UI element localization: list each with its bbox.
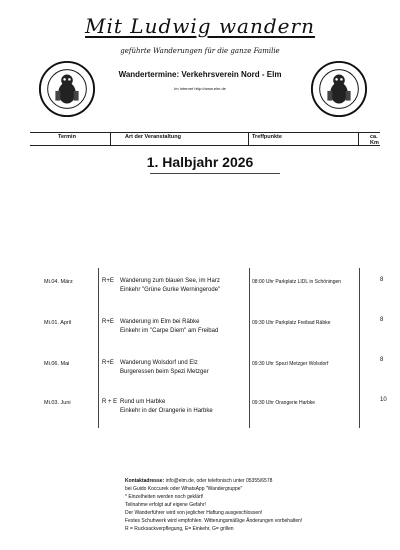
event-km: 10 <box>380 397 387 403</box>
period-underline <box>150 173 280 174</box>
event-type: R+E <box>102 319 114 325</box>
column-header-km: ca. Km <box>370 134 379 146</box>
event-meeting-point: 08:00 Uhr Parkplatz LIDL in Schöningen <box>252 279 342 285</box>
event-km: 8 <box>380 277 384 283</box>
event-meeting-point: 09:30 Uhr Spezi Metzger Wolsdorf <box>252 361 329 367</box>
event-date: Mi.03. Juni <box>44 400 71 406</box>
event-meeting-point: 09:30 Uhr Parkplatz Freibad Räbke <box>252 320 331 326</box>
event-subtitle: Einkehr "Grüne Gurke Werningerode" <box>120 287 221 293</box>
event-subtitle: Burgeressen beim Spezi Metzger <box>120 369 209 375</box>
footer-notes <box>125 477 395 533</box>
footer-line: R = Rucksackverpflegung, E= Einkehr, G= grillen <box>125 526 234 532</box>
footer-line: bei Guido Koccurek oder WhatsApp "Wandergruppe" <box>125 486 243 492</box>
event-km: 8 <box>380 317 384 323</box>
footer-line: Teilnahme erfolgt auf eigene Gefahr! <box>125 502 206 508</box>
event-title: Wanderung zum blauen See, im Harz <box>120 278 220 284</box>
event-km: 8 <box>380 357 384 363</box>
event-date: Mi.01. April <box>44 320 72 326</box>
footer-line: Festes Schuhwerk wird empfohlen. Witterungsmäßige Änderungen vorbehalten! <box>125 518 303 524</box>
website-line: Im Internet http://www.elm.de <box>174 86 226 91</box>
event-subtitle: Einkehr in der Orangerie in Harbke <box>120 408 213 414</box>
table-header <box>30 132 380 146</box>
footer-line: Der Wanderführer wird von jeglicher Haftung ausgeschlossen! <box>125 510 263 516</box>
event-type: R + E <box>102 399 118 405</box>
event-title: Rund um Harbke <box>120 399 166 405</box>
footer-line: * Einzelheiten werden noch geklärt! <box>125 494 204 500</box>
event-title: Wanderung im Elm bei Räbke <box>120 319 200 325</box>
column-divider <box>98 268 99 428</box>
column-divider <box>249 268 250 428</box>
schedule-headline: Wandertermine: Verkehrsverein Nord - Elm <box>118 70 282 79</box>
column-header-art: Art der Veranstaltung <box>125 134 181 140</box>
event-date: Mi.06. Mai <box>44 361 70 367</box>
column-header-treffpunkte: Treffpunkte <box>252 134 282 140</box>
event-type: R+E <box>102 278 114 284</box>
contact-info: info@elm.de, oder telefonisch unter 05355/6578 <box>165 478 273 484</box>
event-meeting-point: 09:30 Uhr Orangerie Harbke <box>252 400 316 406</box>
event-title: Wanderung Wolsdorf und Elz <box>120 360 198 366</box>
event-date: Mi.04. März <box>44 279 73 285</box>
event-type: R+E <box>102 360 114 366</box>
column-header-termin: Termin <box>58 134 76 140</box>
page-title: Mit Ludwig wandern <box>85 14 315 38</box>
period-heading: 1. Halbjahr 2026 <box>146 154 254 170</box>
column-divider <box>359 268 360 428</box>
page-subtitle: geführte Wanderungen für die ganze Familie <box>120 47 280 55</box>
contact-label: Kontaktadresse: <box>125 478 165 484</box>
event-subtitle: Einkehr im "Carpe Diem" am Freibad <box>120 328 219 334</box>
